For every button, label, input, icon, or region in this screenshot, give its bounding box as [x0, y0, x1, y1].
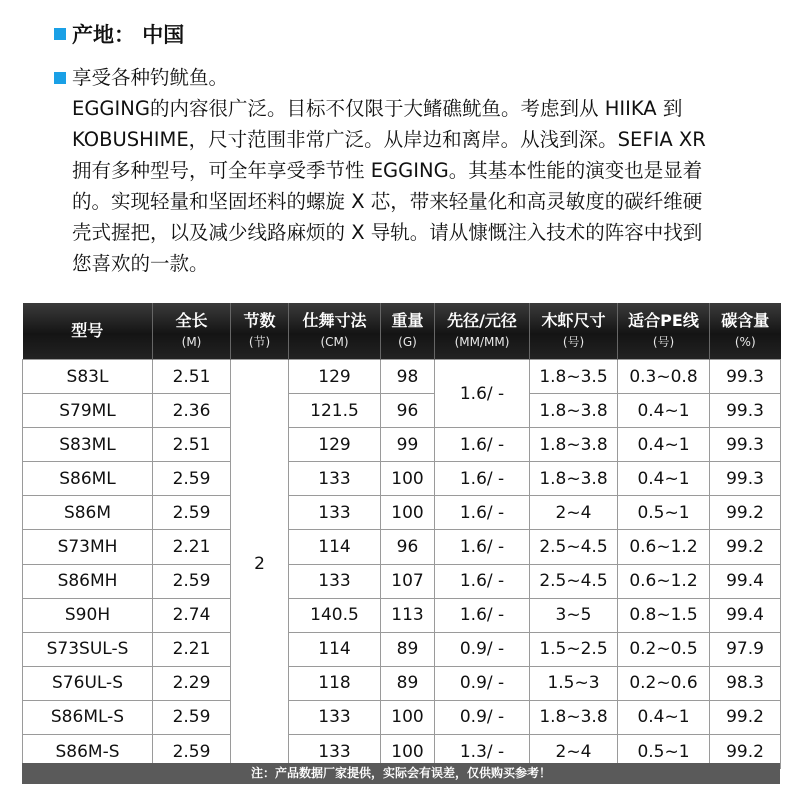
egi-size-cell: 1.8~3.5 [530, 360, 618, 394]
length-cell: 2.59 [153, 462, 231, 496]
column-header [289, 303, 381, 360]
tip-butt-cell: 1.6/ - [435, 496, 530, 530]
pe-line-cell: 0.4~1 [618, 394, 710, 428]
pe-line-cell: 0.4~1 [618, 700, 710, 734]
table-header-row [23, 303, 781, 360]
column-header-label: 适合PE线 [628, 310, 699, 330]
length-cell: 2.51 [153, 428, 231, 462]
closed-length-cell: 129 [289, 360, 381, 394]
table-row [23, 666, 781, 700]
description-line: 壳式握把，以及减少线路麻烦的 X 导轨。请从慷慨注入技术的阵容中找到 [72, 221, 703, 244]
column-header [710, 303, 781, 360]
column-header-unit: (CM) [320, 334, 349, 349]
description-line: 您喜欢的一款。 [72, 252, 209, 275]
table-row [23, 598, 781, 632]
column-header [23, 303, 153, 360]
model-cell: S76UL-S [23, 666, 153, 700]
length-cell: 2.21 [153, 632, 231, 666]
pe-line-cell: 0.4~1 [618, 428, 710, 462]
closed-length-cell: 133 [289, 735, 381, 769]
table-row [23, 394, 781, 428]
pe-line-cell: 0.3~0.8 [618, 360, 710, 394]
pe-line-cell: 0.5~1 [618, 496, 710, 530]
column-header-label: 仕舞寸法 [302, 310, 367, 330]
column-header-unit: (MM/MM) [454, 334, 510, 349]
column-header-label: 木虾尺寸 [541, 310, 606, 330]
column-header-unit: (M) [181, 334, 202, 349]
footer-note: 注：产品数据厂家提供，实际会有误差，仅供购买参考！ [22, 763, 780, 784]
model-cell: S73SUL-S [23, 632, 153, 666]
weight-cell: 89 [381, 632, 435, 666]
sections-cell: 2 [231, 360, 289, 769]
weight-cell: 100 [381, 462, 435, 496]
table-row [23, 700, 781, 734]
closed-length-cell: 114 [289, 632, 381, 666]
model-cell: S86M [23, 496, 153, 530]
column-header [618, 303, 710, 360]
bullet-square-icon [54, 72, 66, 84]
spec-table [22, 303, 781, 769]
weight-cell: 99 [381, 428, 435, 462]
egi-size-cell: 2~4 [530, 735, 618, 769]
closed-length-cell: 114 [289, 530, 381, 564]
closed-length-cell: 121.5 [289, 394, 381, 428]
column-header-unit: (节) [248, 334, 271, 349]
tip-butt-cell: 1.6/ - [435, 530, 530, 564]
description-heading-text: 享受各种钓鱿鱼。 [72, 66, 229, 89]
carbon-cell: 99.3 [710, 462, 781, 496]
weight-cell: 100 [381, 496, 435, 530]
description-line: KOBUSHIME，尺寸范围非常广泛。从岸边和离岸。从浅到深。SEFIA XR [72, 128, 706, 151]
egi-size-cell: 1.8~3.8 [530, 394, 618, 428]
closed-length-cell: 133 [289, 496, 381, 530]
table-row [23, 632, 781, 666]
carbon-cell: 97.9 [710, 632, 781, 666]
column-header-unit: (%) [734, 334, 756, 349]
origin-heading [54, 19, 184, 49]
tip-butt-cell: 1.3/ - [435, 735, 530, 769]
closed-length-cell: 133 [289, 564, 381, 598]
egi-size-cell: 1.8~3.8 [530, 428, 618, 462]
column-header [530, 303, 618, 360]
column-header-label: 先径/元径 [447, 310, 517, 330]
weight-cell: 96 [381, 530, 435, 564]
model-cell: S86M-S [23, 735, 153, 769]
length-cell: 2.29 [153, 666, 231, 700]
closed-length-cell: 129 [289, 428, 381, 462]
length-cell: 2.59 [153, 700, 231, 734]
tip-butt-cell: 1.6/ - [435, 360, 530, 428]
carbon-cell: 99.4 [710, 598, 781, 632]
weight-cell: 98 [381, 360, 435, 394]
closed-length-cell: 133 [289, 462, 381, 496]
table-row [23, 462, 781, 496]
column-header-unit: (号) [562, 334, 585, 349]
column-header [435, 303, 530, 360]
tip-butt-cell: 1.6/ - [435, 462, 530, 496]
column-header-unit: (G) [398, 334, 417, 349]
column-header-label: 全长 [175, 310, 208, 330]
model-cell: S86ML [23, 462, 153, 496]
pe-line-cell: 0.2~0.5 [618, 632, 710, 666]
length-cell: 2.36 [153, 394, 231, 428]
column-header [231, 303, 289, 360]
table-row [23, 428, 781, 462]
carbon-cell: 99.3 [710, 428, 781, 462]
table-row [23, 530, 781, 564]
tip-butt-cell: 1.6/ - [435, 598, 530, 632]
pe-line-cell: 0.5~1 [618, 735, 710, 769]
egi-size-cell: 3~5 [530, 598, 618, 632]
weight-cell: 96 [381, 394, 435, 428]
egi-size-cell: 1.5~2.5 [530, 632, 618, 666]
weight-cell: 89 [381, 666, 435, 700]
model-cell: S90H [23, 598, 153, 632]
length-cell: 2.21 [153, 530, 231, 564]
closed-length-cell: 133 [289, 700, 381, 734]
carbon-cell: 99.2 [710, 496, 781, 530]
pe-line-cell: 0.6~1.2 [618, 564, 710, 598]
model-cell: S83L [23, 360, 153, 394]
pe-line-cell: 0.6~1.2 [618, 530, 710, 564]
column-header-label: 重量 [391, 310, 424, 330]
pe-line-cell: 0.8~1.5 [618, 598, 710, 632]
egi-size-cell: 2.5~4.5 [530, 564, 618, 598]
model-cell: S86ML-S [23, 700, 153, 734]
tip-butt-cell: 1.6/ - [435, 428, 530, 462]
pe-line-cell: 0.2~0.6 [618, 666, 710, 700]
origin-text: 产地： 中国 [72, 23, 185, 47]
carbon-cell: 99.4 [710, 564, 781, 598]
description-block [54, 62, 774, 279]
description-heading [54, 62, 774, 93]
carbon-cell: 99.2 [710, 700, 781, 734]
tip-butt-cell: 1.6/ - [435, 564, 530, 598]
model-cell: S73MH [23, 530, 153, 564]
length-cell: 2.59 [153, 496, 231, 530]
column-header-label: 节数 [243, 310, 276, 330]
carbon-cell: 99.2 [710, 735, 781, 769]
carbon-cell: 99.3 [710, 394, 781, 428]
length-cell: 2.59 [153, 735, 231, 769]
column-header-label: 碳含量 [721, 310, 770, 330]
bullet-square-icon [54, 28, 66, 40]
model-cell: S83ML [23, 428, 153, 462]
column-header-label: 型号 [71, 321, 104, 340]
description-line: 的。实现轻量和坚固坯料的螺旋 X 芯，带来轻量化和高灵敏度的碳纤维硬 [72, 190, 703, 213]
carbon-cell: 99.2 [710, 530, 781, 564]
egi-size-cell: 2~4 [530, 496, 618, 530]
table-row [23, 360, 781, 394]
egi-size-cell: 1.8~3.8 [530, 462, 618, 496]
column-header [153, 303, 231, 360]
column-header-unit: (号) [652, 334, 675, 349]
model-cell: S79ML [23, 394, 153, 428]
description-line: EGGING的内容很广泛。目标不仅限于大鳍礁鱿鱼。考虑到从 HIIKA 到 [72, 97, 683, 120]
tip-butt-cell: 0.9/ - [435, 700, 530, 734]
closed-length-cell: 140.5 [289, 598, 381, 632]
weight-cell: 100 [381, 700, 435, 734]
column-header [381, 303, 435, 360]
closed-length-cell: 118 [289, 666, 381, 700]
pe-line-cell: 0.4~1 [618, 462, 710, 496]
description-line: 拥有多种型号，可全年享受季节性 EGGING。其基本性能的演变也是显着 [72, 159, 703, 182]
carbon-cell: 98.3 [710, 666, 781, 700]
length-cell: 2.59 [153, 564, 231, 598]
table-row [23, 496, 781, 530]
model-cell: S86MH [23, 564, 153, 598]
tip-butt-cell: 0.9/ - [435, 632, 530, 666]
length-cell: 2.74 [153, 598, 231, 632]
egi-size-cell: 1.5~3 [530, 666, 618, 700]
carbon-cell: 99.3 [710, 360, 781, 394]
weight-cell: 107 [381, 564, 435, 598]
egi-size-cell: 2.5~4.5 [530, 530, 618, 564]
tip-butt-cell: 0.9/ - [435, 666, 530, 700]
length-cell: 2.51 [153, 360, 231, 394]
weight-cell: 100 [381, 735, 435, 769]
egi-size-cell: 1.8~3.8 [530, 700, 618, 734]
weight-cell: 113 [381, 598, 435, 632]
table-row [23, 564, 781, 598]
